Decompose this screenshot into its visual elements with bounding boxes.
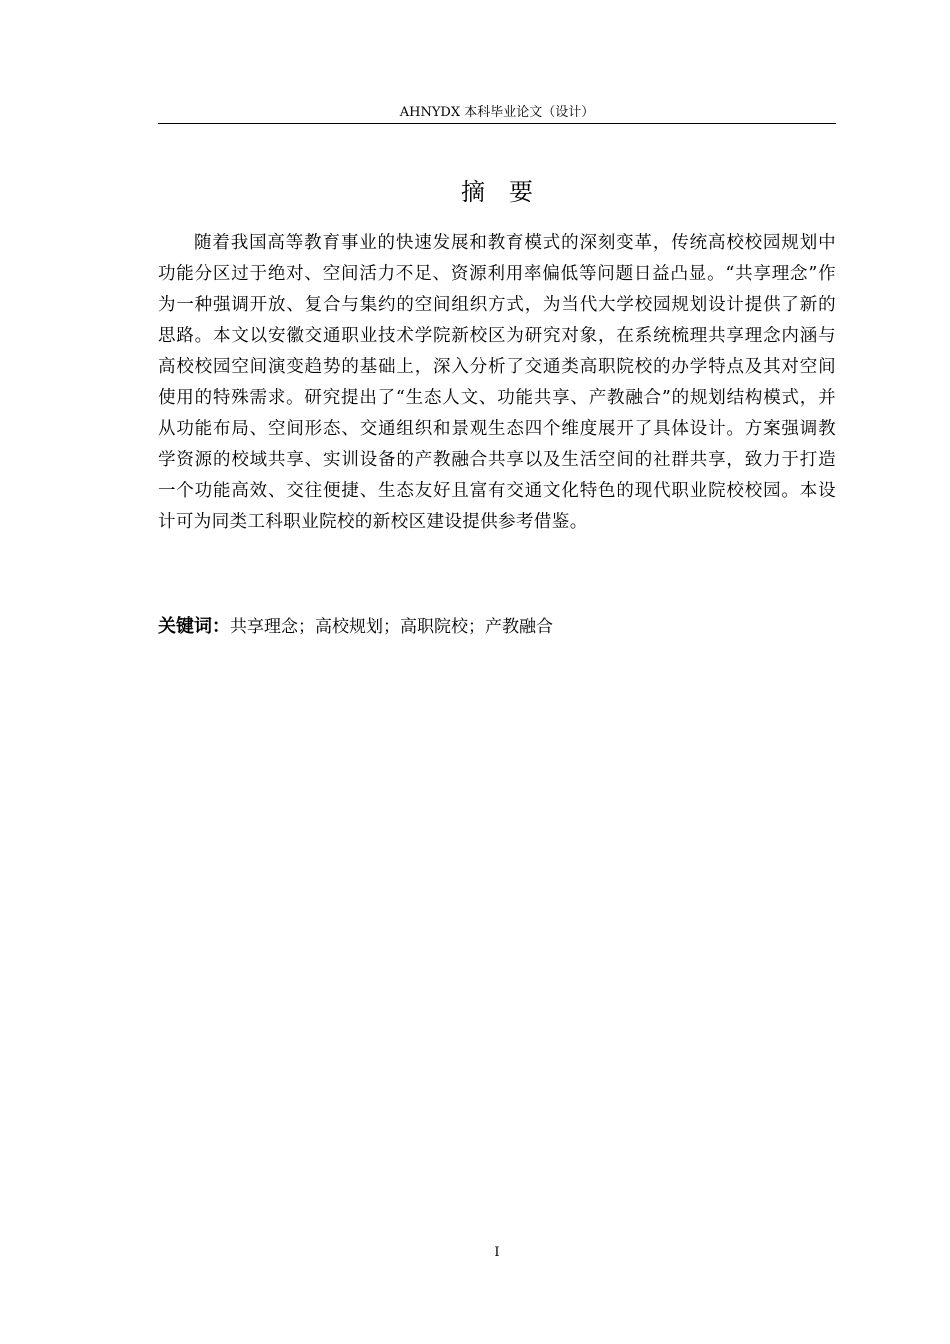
keywords-value: 共享理念；高校规划；高职院校；产教融合 (230, 617, 553, 637)
header-rule (158, 123, 836, 124)
abstract-title: 摘要 (461, 178, 557, 206)
keywords-line (158, 612, 836, 642)
keywords-label: 关键词： (158, 616, 230, 637)
running-header: AHNYDX 本科毕业论文（设计） (399, 105, 595, 120)
abstract-body: 随着我国高等教育事业的快速发展和教育模式的深刻变革，传统高校校园规划中功能分区过于绝对、空间活力不足、资源利用率偏低等问题日益凸显。“共享理念”作为一种强调开放、复合与集约的空间组织方式，为当代大学校园规划设计提供了新的思路。本文以安徽交通职业技术学院新校区为研究对象，在系统梳理共享理念内涵与高校校园空间演变趋势的基础上，深入分析了交通类高职院校的办学特点及其对空间使用的特殊需求。研究提出了“生态人文、功能共享、产教融合”的规划结构模式，并从功能布局、空间形态、交通组织和景观生态四个维度展开了具体设计。方案强调教学资源的校域共享、实训设备的产教融合共享以及生活空间的社群共享，致力于打造一个功能高效、交往便捷、生态友好且富有交通文化特色的现代职业院校校园。本设计可为同类工科职业院校的新校区建设提供参考借鉴。 (158, 233, 836, 532)
page-number: I (494, 1245, 500, 1260)
